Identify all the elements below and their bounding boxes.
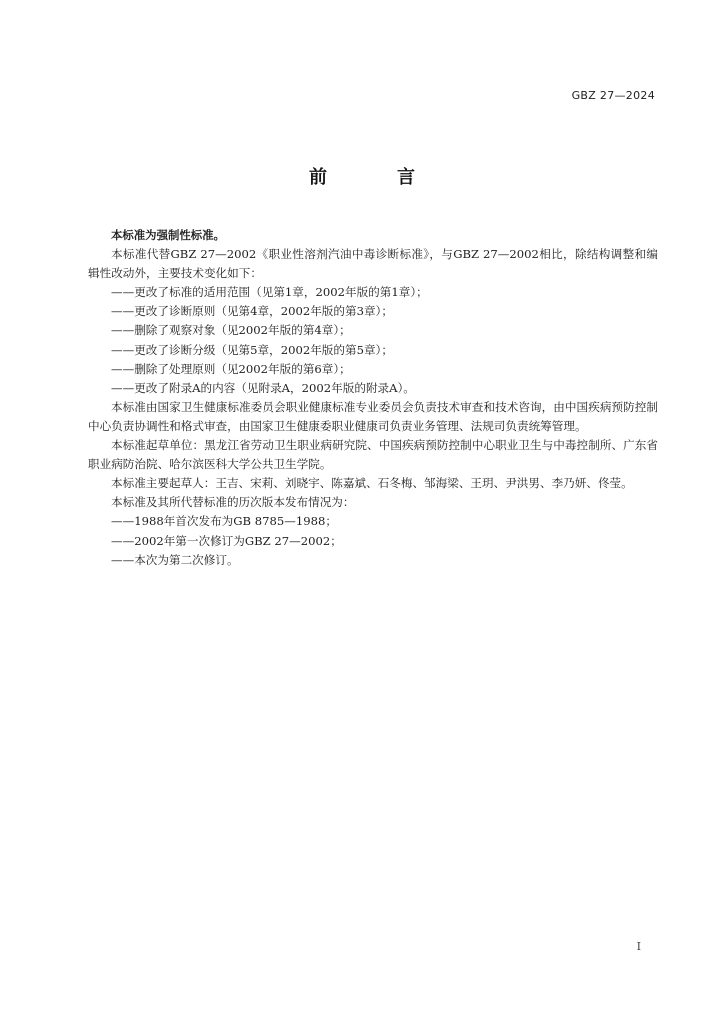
change-item: ——更改了标准的适用范围（见第1章，2002年版的第1章）； [111,285,428,300]
change-item: ——删除了处理原则（见2002年版的第6章）； [111,361,351,376]
page-title: 前 言 [309,167,441,188]
history-item: ——2002年第一次修订为GBZ 27—2002； [111,533,342,548]
standard-code: GBZ 27—2024 [571,89,655,102]
drafting-units-paragraph: 本标准起草单位：黑龙江省劳动卫生职业病研究院、中国疾病预防控制中心职业卫生与中毒控制所、广东省职业病防治院、哈尔滨医科大学公共卫生学院。 [88,438,658,472]
change-item: ——更改了附录A的内容（见附录A，2002年版的附录A）。 [111,380,415,395]
page-number: I [636,940,641,953]
replacement-paragraph: 本标准代替GBZ 27—2002《职业性溶剂汽油中毒诊断标准》，与GBZ 27—2002相比，除结构调整和编辑性改动外，主要技术变化如下： [88,247,658,281]
proposer-paragraph: 本标准由国家卫生健康标准委员会职业健康标准专业委员会负责技术审查和技术咨询，由中国疾病预防控制中心负责协调性和格式审查，由国家卫生健康委职业健康司负责业务管理、法规司负责统筹管理。 [88,399,658,433]
preface-body [88,226,658,570]
change-item: ——更改了诊断分级（见第5章，2002年版的第5章）； [111,342,393,357]
history-item: ——本次为第二次修订。 [111,552,239,567]
change-item: ——删除了观察对象（见2002年版的第4章）； [111,323,351,338]
mandatory-statement: 本标准为强制性标准。 [111,228,225,242]
history-intro: 本标准及其所代替标准的历次版本发布情况为： [111,495,355,510]
change-item: ——更改了诊断原则（见第4章，2002年版的第3章）； [111,304,393,319]
drafters-paragraph: 本标准主要起草人：王吉、宋莉、刘晓宇、陈嘉斌、石冬梅、邹海梁、王玥、尹洪男、李乃妍、佟莹。 [111,476,633,491]
history-item: ——1988年首次发布为GB 8785—1988； [111,514,337,529]
